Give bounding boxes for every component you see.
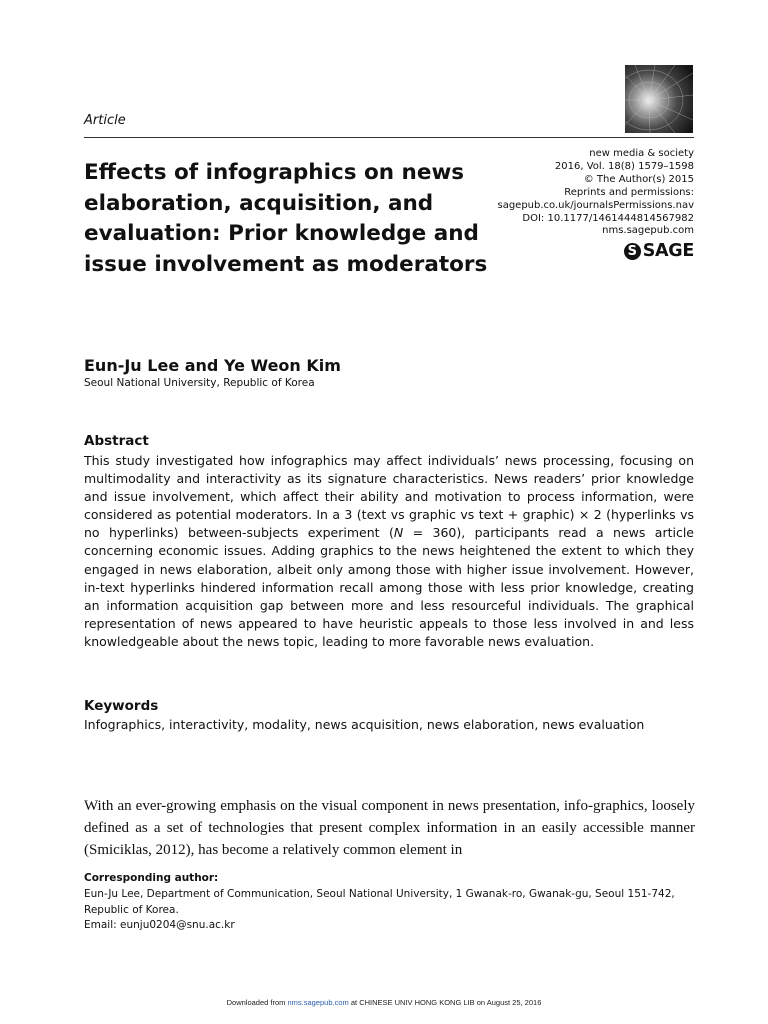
abstract-heading: Abstract bbox=[84, 433, 149, 449]
meta-journal-name: new media & society bbox=[589, 148, 694, 159]
abstract-text bbox=[84, 452, 694, 651]
corresponding-author-details bbox=[84, 887, 694, 934]
sage-logo bbox=[624, 241, 694, 261]
sage-s-icon: S bbox=[624, 243, 641, 260]
download-suffix: at CHINESE UNIV HONG KONG LIB on August 25, 2016 bbox=[348, 998, 542, 1007]
meta-volume: 2016, Vol. 18(8) 1579–1598 bbox=[554, 160, 694, 172]
meta-journal-url[interactable]: nms.sagepub.com bbox=[602, 225, 694, 237]
meta-copyright: © The Author(s) 2015 bbox=[583, 173, 694, 185]
keywords-list: Infographics, interactivity, modality, news acquisition, news elaboration, news evaluation bbox=[84, 717, 645, 732]
corresponding-author-heading: Corresponding author: bbox=[84, 872, 219, 884]
author-names: Eun-Ju Lee and Ye Weon Kim bbox=[84, 356, 341, 375]
sample-size-symbol: N bbox=[393, 525, 404, 541]
download-footer bbox=[0, 998, 768, 1007]
abstract-part-1: This study investigated how infographics may affect individuals’ news processing, focusing on multimodality and interactivity as its signature characteristics. News readers’ prior knowledge and issue involvement, which affect their ability and motivation to process information, were considered as potential moderators. In a 3 (text vs graphic vs text + graphic) × 2 (hyperlinks vs no hyperlinks) between-subjects experiment ( bbox=[84, 453, 694, 541]
abstract-part-2: = 360), participants read a news article concerning economic issues. Adding graphics to the news heightened the extent to which they engaged in news elaboration, albeit only among those with higher issue involvement. However, in-text hyperlinks hindered information recall among those with less prior knowledge, creating an information acquisition gap between more and less resourceful individuals. The graphical representation of news appeared to have heuristic appeals to those less involved in and less knowledgeable about the news topic, leading to more favorable news evaluation. bbox=[84, 525, 694, 649]
corresponding-address: Eun-Ju Lee, Department of Communication, Seoul National University, 1 Gwanak-ro, Gwanak-gu, Seoul 151-742, Republic of Korea. bbox=[84, 888, 675, 916]
article-title: Effects of infographics on news elaboration, acquisition, and evaluation: Prior knowledge and issue involvement as moderators bbox=[84, 160, 488, 277]
header-rule bbox=[84, 137, 694, 138]
keywords-heading: Keywords bbox=[84, 698, 159, 714]
article-type-label: Article bbox=[84, 113, 126, 128]
meta-doi[interactable]: DOI: 10.1177/1461444814567982 bbox=[522, 212, 694, 224]
sage-logo-text: SAGE bbox=[642, 241, 694, 261]
meta-reprints: Reprints and permissions: bbox=[564, 186, 694, 198]
journal-meta bbox=[498, 148, 695, 238]
download-link[interactable]: nms.sagepub.com bbox=[287, 998, 349, 1007]
corresponding-email[interactable]: Email: eunju0204@snu.ac.kr bbox=[84, 919, 235, 931]
author-affiliation: Seoul National University, Republic of Korea bbox=[84, 377, 315, 389]
download-prefix: Downloaded from bbox=[226, 998, 288, 1007]
journal-cover-image bbox=[625, 65, 693, 133]
meta-permissions-url[interactable]: sagepub.co.uk/journalsPermissions.nav bbox=[497, 199, 694, 211]
body-paragraph: With an ever-growing emphasis on the visual component in news presentation, info-graphics, loosely defined as a set of technologies that present complex information in an easily accessible manner (Smiciklas, 2012), has become a relatively common element in bbox=[84, 798, 695, 858]
